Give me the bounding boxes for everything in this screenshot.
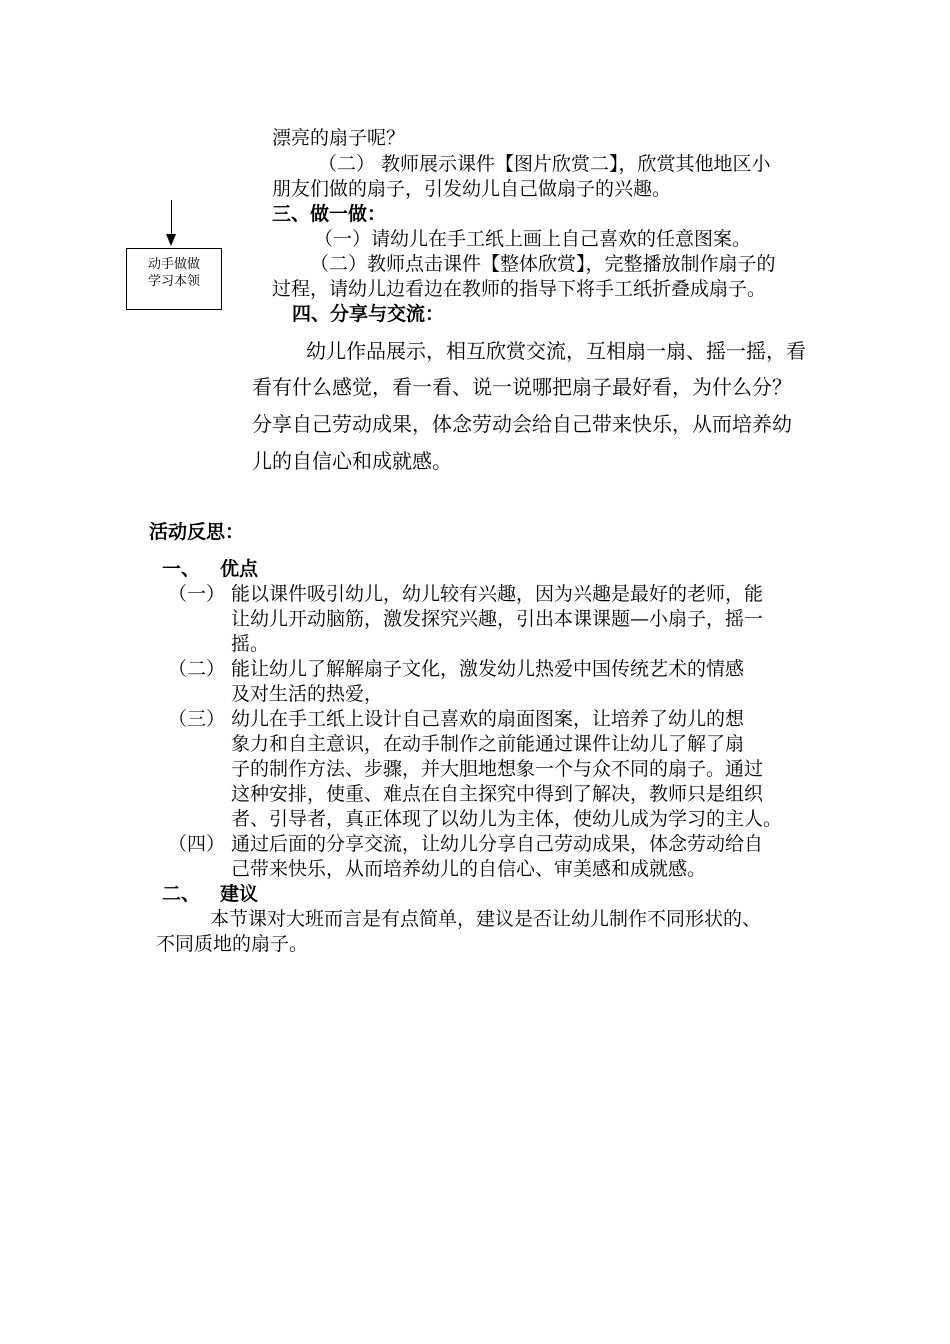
upper-line-3: 朋友们做的扇子，引发幼儿自己做扇子的兴趣。 bbox=[272, 178, 672, 200]
reflection-title: 活动反思： bbox=[149, 521, 245, 543]
share-paragraph-line-1: 幼儿作品展示，相互欣赏交流，互相扇一扇、摇一摇，看 bbox=[306, 339, 806, 363]
share-paragraph-line-2: 看有什么感觉，看一看、说一说哪把扇子最好看，为什么分？ bbox=[252, 375, 792, 399]
section-heading-3: 三、做一做： bbox=[272, 203, 387, 225]
merit-item-number: （二） bbox=[168, 658, 226, 680]
merit-item-line: 者、引导者，真正体现了以幼儿为主体，使幼儿成为学习的主人。 bbox=[231, 808, 783, 830]
suggestion-line-2: 不同质地的扇子。 bbox=[156, 933, 309, 955]
merit-item-line: 通过后面的分享交流，让幼儿分享自己劳动成果，体念劳动给自 bbox=[231, 833, 764, 855]
upper-line-4: （一）请幼儿在手工纸上画上自己喜欢的任意图案。 bbox=[314, 228, 752, 250]
flow-box bbox=[126, 248, 222, 310]
flow-box-line2: 学习本领 bbox=[147, 274, 200, 289]
share-paragraph-line-3: 分享自己劳动成果，体念劳动会给自己带来快乐，从而培养幼 bbox=[252, 412, 792, 436]
upper-line-1: 漂亮的扇子呢？ bbox=[272, 127, 406, 149]
reflection-h2-text: 建议 bbox=[220, 883, 259, 905]
upper-line-6: 过程，请幼儿边看边在教师的指导下将手工纸折叠成扇子。 bbox=[272, 278, 767, 300]
flow-arrow-head bbox=[166, 234, 176, 246]
reflection-h2-number: 二、 bbox=[162, 883, 201, 905]
merit-item-line: 能让幼儿了解解扇子文化，激发幼儿热爱中国传统艺术的情感 bbox=[231, 658, 745, 680]
upper-line-5: （二）教师点击课件【整体欣赏】，完整播放制作扇子的 bbox=[310, 253, 776, 275]
merit-item-line: 及对生活的热爱， bbox=[231, 683, 384, 705]
merit-item-line: 己带来快乐，从而培养幼儿的自信心、审美感和成就感。 bbox=[231, 858, 707, 880]
merit-item-line: 能以课件吸引幼儿，幼儿较有兴趣，因为兴趣是最好的老师，能 bbox=[231, 583, 764, 605]
merit-item-line: 让幼儿开动脑筋，激发探究兴趣，引出本课课题—小扇子，摇一 bbox=[231, 608, 764, 630]
merit-item-line: 这种安排，使重、难点在自主探究中得到了解决，教师只是组织 bbox=[231, 783, 764, 805]
merit-item-line: 子的制作方法、步骤，并大胆地想象一个与众不同的扇子。通过 bbox=[231, 758, 764, 780]
merit-item-line: 摇。 bbox=[231, 633, 270, 655]
suggestion-line-1: 本节课对大班而言是有点简单，建议是否让幼儿制作不同形状的、 bbox=[210, 908, 762, 930]
merit-item-line: 幼儿在手工纸上设计自己喜欢的扇面图案，让培养了幼儿的想 bbox=[231, 708, 745, 730]
share-paragraph-line-4: 儿的自信心和成就感。 bbox=[252, 449, 452, 473]
upper-line-2: （二） 教师展示课件【图片欣赏二】，欣赏其他地区小 bbox=[318, 153, 771, 175]
section-heading-4: 四、分享与交流： bbox=[292, 303, 445, 325]
reflection-h1-text: 优点 bbox=[220, 558, 259, 580]
reflection-h1-number: 一、 bbox=[162, 558, 201, 580]
merit-item-number: （三） bbox=[168, 708, 226, 730]
merit-item-number: （一） bbox=[168, 583, 226, 605]
merit-item-number: （四） bbox=[168, 833, 226, 855]
flow-arrow-line bbox=[171, 200, 172, 236]
merit-item-line: 象力和自主意识，在动手制作之前能通过课件让幼儿了解了扇 bbox=[231, 733, 745, 755]
flow-box-line1: 动手做做 bbox=[147, 257, 200, 272]
